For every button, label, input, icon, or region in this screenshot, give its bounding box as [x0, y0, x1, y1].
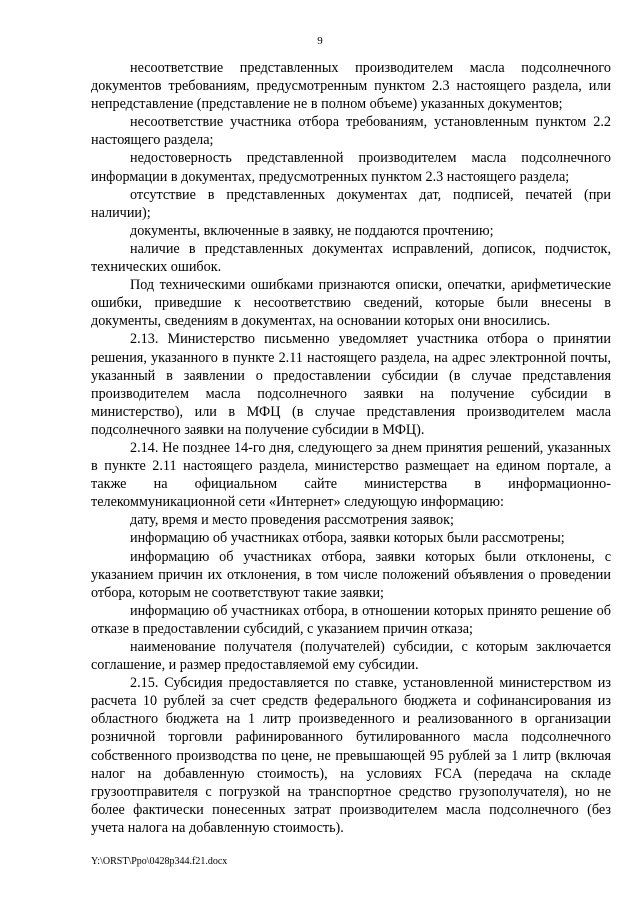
paragraph: несоответствие представленных производителем масла подсолнечного документов требованиям, предусмотренным пунктом 2.3 настоящего раздела, или непредставление (представление не в полном объеме) указанных документов; [91, 60, 611, 113]
paragraph: 2.13. Министерство письменно уведомляет участника отбора о принятии решения, указанного в пункте 2.11 настоящего раздела, на адрес электронной почты, указанный в заявлении о предоставлении субсидии (в случае представления производителем масла подсолнечного заявки на получение субсидии в министерство), или в МФЦ (в случае представления производителем масла подсолнечного заявки на получение субсидии в МФЦ). [91, 331, 611, 438]
paragraph: документы, включенные в заявку, не поддаются прочтению; [130, 222, 494, 239]
paragraph: информацию об участниках отбора, заявки которых были отклонены, с указанием причин их отклонения, в том числе положений объявления о проведении отбора, которым не соответствуют такие заявки; [91, 548, 611, 601]
paragraph: Под техническими ошибками признаются описки, опечатки, арифметические ошибки, приведшие к несоответствию сведений, которые были внесены в документы, сведениям в документах, на основании которых они вносились. [91, 277, 611, 330]
document-body [91, 59, 611, 837]
paragraph: 2.14. Не позднее 14-го дня, следующего за днем принятия решений, указанных в пункте 2.11 настоящего раздела, министерство размещает на едином портале, а также на официальном сайте министерства в информационно-телекоммуникационной сети «Интернет» следующую информацию: [91, 439, 611, 511]
paragraph: информацию об участниках отбора, заявки которых были рассмотрены; [130, 530, 565, 547]
paragraph: информацию об участниках отбора, в отношении которых принято решение об отказе в предоставлении субсидий, с указанием причин отказа; [91, 602, 611, 637]
paragraph: несоответствие участника отбора требованиям, установленным пунктом 2.2 настоящего раздела; [91, 114, 611, 149]
file-path-footer: Y:\ORST\Ppo\0428p344.f21.docx [91, 856, 228, 867]
paragraph: наличие в представленных документах исправлений, дописок, подчисток, технических ошибок. [91, 240, 611, 276]
page-number: 9 [317, 35, 323, 47]
paragraph: наименование получателя (получателей) субсидии, с которым заключается соглашение, и размер предоставляемой ему субсидии. [91, 639, 611, 674]
paragraph: отсутствие в представленных документах дат, подписей, печатей (при наличии); [91, 186, 611, 221]
paragraph: недостоверность представленной производителем масла подсолнечного информации в документах, предусмотренных пунктом 2.3 настоящего раздела; [91, 150, 611, 185]
paragraph: 2.15. Субсидия предоставляется по ставке, установленной министерством из расчета 10 рублей за счет средств федерального бюджета и софинансирования из областного бюджета на 1 литр произведенного и реализованного в организации розничной торговли рафинированного бутилированного масла подсолнечного собственного производства по цене, не превышающей 95 рублей за 1 литр (включая налог на добавленную стоимость), на условиях FCA (передача на складе грузоотправителя с погрузкой на транспортное средство грузополучателя), но не более фактически понесенных затрат производителем масла подсолнечного (без учета налога на добавленную стоимость). [91, 675, 611, 836]
paragraph: дату, время и место проведения рассмотрения заявок; [130, 512, 454, 529]
